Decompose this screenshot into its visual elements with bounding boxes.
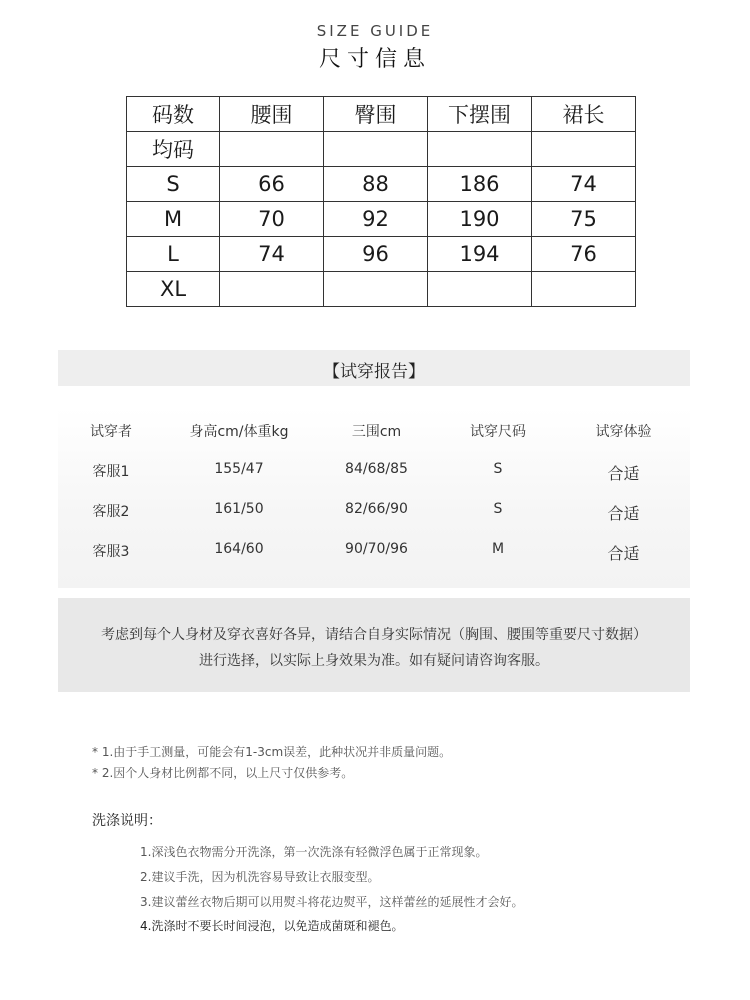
size-table-cell: 194 [428, 237, 532, 272]
size-table-cell: 66 [220, 167, 324, 202]
size-table-cell: S [127, 167, 220, 202]
size-table-cell [220, 132, 324, 167]
size-table-row [127, 167, 636, 202]
report-title: 【试穿报告】 [323, 362, 425, 382]
report-cell: M [491, 541, 505, 557]
report-cell: S [493, 501, 503, 517]
size-table-cell [220, 272, 324, 307]
size-table-cell [428, 272, 532, 307]
size-table [126, 96, 636, 307]
report-cell: 90/70/96 [345, 541, 408, 557]
size-table-header-cell: 腰围 [220, 97, 324, 132]
report-cell: 合适 [607, 504, 640, 523]
report-cell: S [493, 461, 503, 477]
washing-item: 3.建议蕾丝衣物后期可以用熨斗将花边熨平，这样蕾丝的延展性才会好。 [140, 895, 524, 909]
notice-line: 进行选择，以实际上身效果为准。如有疑问请咨询客服。 [199, 653, 549, 669]
size-table-row [127, 202, 636, 237]
report-cell: 客服2 [92, 504, 130, 520]
size-table-cell: 96 [324, 237, 428, 272]
size-table-header-row [127, 97, 636, 132]
report-cell: 合适 [607, 544, 640, 563]
size-table-row [127, 132, 636, 167]
size-table-cell: 76 [532, 237, 636, 272]
report-row [58, 541, 690, 565]
report-cell: 155/47 [214, 461, 264, 477]
notice-panel [58, 598, 690, 692]
size-table-row [127, 272, 636, 307]
size-table-cell: 88 [324, 167, 428, 202]
measurement-note: * 1.由于手工测量，可能会有1-3cm误差，此种状况并非质量问题。 [92, 745, 452, 759]
size-table-cell: XL [127, 272, 220, 307]
washing-item: 4.洗涤时不要长时间浸泡，以免造成菌斑和褪色。 [140, 919, 404, 933]
report-header-cell: 试穿体验 [595, 424, 652, 440]
report-header-cell: 身高cm/体重kg [189, 424, 289, 440]
report-row [58, 501, 690, 525]
report-header-row [58, 421, 690, 445]
size-table-cell [532, 272, 636, 307]
washing-item: 2.建议手洗，因为机洗容易导致让衣服变型。 [140, 870, 380, 884]
size-table-header-cell: 码数 [127, 97, 220, 132]
size-guide-title-en: SIZE GUIDE [316, 22, 434, 40]
size-table-cell: 均码 [127, 132, 220, 167]
report-cell: 161/50 [214, 501, 264, 517]
report-cell: 164/60 [214, 541, 264, 557]
size-table-cell: 92 [324, 202, 428, 237]
size-table-cell: 74 [532, 167, 636, 202]
size-table-cell: 186 [428, 167, 532, 202]
report-header-cell: 试穿者 [90, 424, 132, 440]
report-cell: 合适 [607, 464, 640, 483]
size-table-cell: 70 [220, 202, 324, 237]
size-guide-title-cn: 尺寸信息 [318, 47, 431, 72]
size-table-row [127, 237, 636, 272]
report-header-cell: 三围cm [351, 424, 402, 440]
size-table-cell: L [127, 237, 220, 272]
report-cell: 客服1 [92, 464, 130, 480]
size-table-cell: 190 [428, 202, 532, 237]
size-table-header-cell: 裙长 [532, 97, 636, 132]
measurement-note: * 2.因个人身材比例都不同，以上尺寸仅供参考。 [92, 766, 354, 780]
washing-item: 1.深浅色衣物需分开洗涤，第一次洗涤有轻微浮色属于正常现象。 [140, 845, 488, 859]
notice-line: 考虑到每个人身材及穿衣喜好各异，请结合自身实际情况（胸围、腰围等重要尺寸数据） [101, 627, 647, 643]
washing-title: 洗涤说明： [92, 813, 162, 829]
report-cell: 82/66/90 [345, 501, 408, 517]
report-cell: 客服3 [92, 544, 130, 560]
size-table-cell: M [127, 202, 220, 237]
report-cell: 84/68/85 [345, 461, 408, 477]
size-table-header-cell: 下摆围 [428, 97, 532, 132]
size-table-cell [324, 132, 428, 167]
size-table-cell [324, 272, 428, 307]
report-row [58, 461, 690, 485]
size-table-cell [428, 132, 532, 167]
size-table-cell [532, 132, 636, 167]
size-table-cell: 74 [220, 237, 324, 272]
size-table-header-cell: 臀围 [324, 97, 428, 132]
report-header-cell: 试穿尺码 [470, 424, 526, 440]
size-table-cell: 75 [532, 202, 636, 237]
